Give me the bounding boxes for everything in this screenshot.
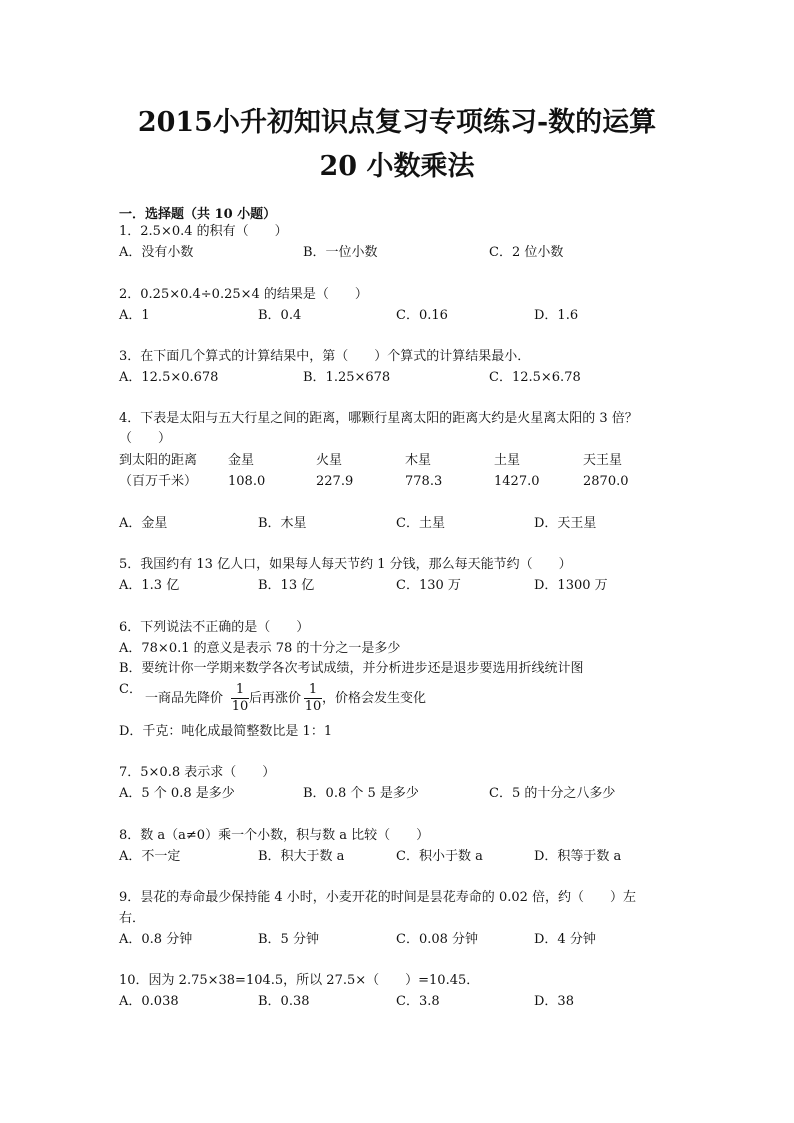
question-10-option-d[interactable]: D．38 [534, 994, 574, 1009]
question-7-option-a[interactable]: A．5 个 0.8 是多少 [119, 786, 235, 801]
question-9-option-c[interactable]: C．0.08 分钟 [396, 932, 479, 947]
question-7-option-b[interactable]: B．0.8 个 5 是多少 [303, 786, 419, 801]
question-8-stem: 8．数 a（a≠0）乘一个小数，积与数 a 比较（ ） [119, 828, 430, 843]
question-1-option-c[interactable]: C．2 位小数 [489, 245, 564, 260]
question-4-stem-continued: （ ） [119, 431, 172, 446]
question-4-stem: 4．下表是太阳与五大行星之间的距离，哪颗行星离太阳的距离大约是火星离太阳的 3 倍？ [119, 411, 638, 426]
question-2-option-a[interactable]: A．1 [119, 308, 150, 323]
question-9-option-b[interactable]: B．5 分钟 [258, 932, 319, 947]
table-header-cell: 火星 [316, 453, 343, 468]
question-4-option-d[interactable]: D．天王星 [534, 516, 597, 531]
question-10-option-c[interactable]: C．3.8 [396, 994, 440, 1009]
table-data-cell: （百万千米） [119, 474, 198, 489]
question-3-option-b[interactable]: B．1.25×678 [303, 370, 391, 385]
table-header-cell: 木星 [405, 453, 432, 468]
table-header-cell: 天王星 [583, 453, 623, 468]
question-8-option-a[interactable]: A．不一定 [119, 849, 181, 864]
question-2-option-b[interactable]: B．0.4 [258, 308, 302, 323]
document-subtitle: 20 小数乘法 [319, 151, 475, 182]
fraction-numerator: 1 [308, 682, 318, 697]
document-title: 2015小升初知识点复习专项练习-数的运算 [137, 107, 657, 138]
question-5-option-b[interactable]: B．13 亿 [258, 578, 315, 593]
question-10-option-b[interactable]: B．0.38 [258, 994, 310, 1009]
question-6-stem: 6．下列说法不正确的是（ ） [119, 620, 310, 635]
table-data-cell: 2870.0 [583, 474, 629, 489]
question-9-option-a[interactable]: A．0.8 分钟 [119, 932, 193, 947]
table-header-cell: 土星 [494, 453, 521, 468]
question-6-option-a[interactable]: A．78×0.1 的意义是表示 78 的十分之一是多少 [119, 641, 401, 656]
question-10-stem: 10．因为 2.75×38=104.5，所以 27.5×（ ）=10.45． [119, 973, 480, 988]
table-data-cell: 227.9 [316, 474, 354, 489]
question-5-option-d[interactable]: D．1300 万 [534, 578, 608, 593]
question-6-option-b[interactable]: B．要统计你一学期来数学各次考试成绩，并分析进步还是退步要选用折线统计图 [119, 661, 584, 676]
question-10-option-a[interactable]: A．0.038 [119, 994, 179, 1009]
question-4-option-b[interactable]: B．木星 [258, 516, 307, 531]
table-header-cell: 到太阳的距离 [119, 453, 198, 468]
question-7-stem: 7．5×0.8 表示求（ ） [119, 765, 276, 780]
question-8-option-b[interactable]: B．积大于数 a [258, 849, 345, 864]
question-5-stem: 5．我国约有 13 亿人口，如果每人每天节约 1 分钱，那么每天能节约（ ） [119, 557, 572, 572]
question-8-option-c[interactable]: C．积小于数 a [396, 849, 483, 864]
fraction-numerator: 1 [235, 682, 245, 697]
question-9-stem-continued: 右． [119, 911, 146, 926]
option-c-text-part2: 后再涨价 [249, 691, 302, 706]
question-9-stem: 9．昙花的寿命最少保持能 4 小时，小麦开花的时间是昙花寿命的 0.02 倍，约（ ）左 [119, 890, 637, 905]
question-9-option-d[interactable]: D．4 分钟 [534, 932, 596, 947]
option-c-text-part1: 一商品先降价 [145, 691, 224, 706]
question-4-option-a[interactable]: A．金星 [119, 516, 168, 531]
question-2-stem: 2．0.25×0.4÷0.25×4 的结果是（ ） [119, 287, 368, 302]
question-6-option-d[interactable]: D．千克：吨化成最简整数比是 1：1 [119, 724, 333, 739]
fraction-one-tenth [304, 683, 322, 714]
question-6-option-c[interactable]: C． [119, 682, 142, 697]
question-5-option-a[interactable]: A．1.3 亿 [119, 578, 180, 593]
question-1-stem: 1．2.5×0.4 的积有（ ） [119, 224, 288, 239]
question-4-option-c[interactable]: C．土星 [396, 516, 445, 531]
question-2-option-c[interactable]: C．0.16 [396, 308, 448, 323]
question-3-option-a[interactable]: A．12.5×0.678 [119, 370, 219, 385]
table-data-cell: 1427.0 [494, 474, 540, 489]
table-header-cell: 金星 [228, 453, 255, 468]
section-heading: 一．选择题（共 10 小题） [119, 207, 277, 222]
question-3-stem: 3．在下面几个算式的计算结果中，第（ ）个算式的计算结果最小． [119, 349, 531, 364]
question-5-option-c[interactable]: C．130 万 [396, 578, 461, 593]
question-1-option-a[interactable]: A．没有小数 [119, 245, 194, 260]
table-data-cell: 778.3 [405, 474, 443, 489]
question-8-option-d[interactable]: D．积等于数 a [534, 849, 622, 864]
fraction-one-tenth [231, 683, 249, 714]
question-3-option-c[interactable]: C．12.5×6.78 [489, 370, 581, 385]
option-c-text-part3: ，价格会发生变化 [322, 691, 427, 706]
table-data-cell: 108.0 [228, 474, 266, 489]
question-1-option-b[interactable]: B．一位小数 [303, 245, 378, 260]
fraction-denominator: 10 [231, 699, 249, 714]
question-2-option-d[interactable]: D．1.6 [534, 308, 579, 323]
fraction-denominator: 10 [304, 699, 322, 714]
question-7-option-c[interactable]: C．5 的十分之八多少 [489, 786, 616, 801]
